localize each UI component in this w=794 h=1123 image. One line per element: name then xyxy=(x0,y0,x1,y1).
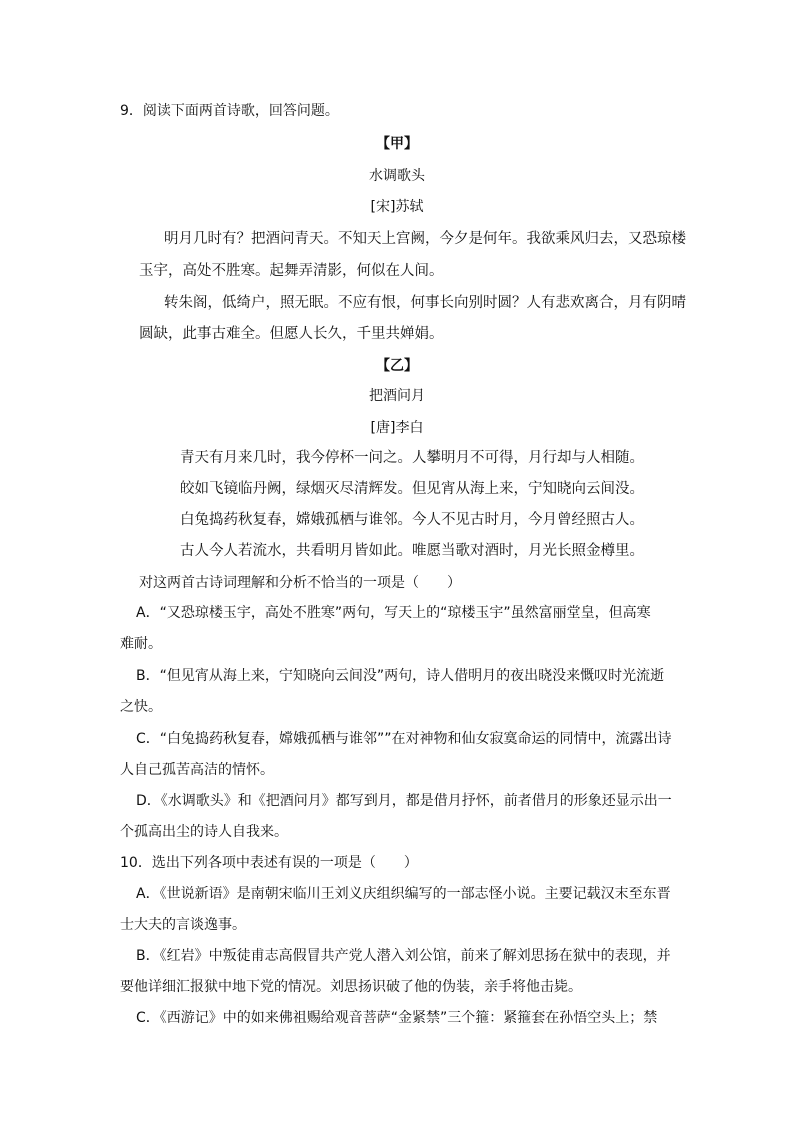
poem-jia-line: 明月几时有？把酒问青天。不知天上宫阙，今夕是何年。我欲乘风归去，又恐琼楼 xyxy=(164,231,686,247)
poem-yi-author: [唐]李白 xyxy=(370,420,424,436)
q10-option-c-line1: C．《西游记》中的如来佛祖赐给观音菩萨“金紧禁”三个箍：紧箍套在孙悟空头上；禁 xyxy=(136,1010,658,1026)
poem-jia-label: 【甲】 xyxy=(376,136,418,152)
poem-jia-line: 转朱阁，低绮户，照无眠。不应有恨，何事长向别时圆？人有悲欢离合，月有阴晴 xyxy=(164,295,686,311)
poem-yi-line: 古人今人若流水，共看明月皆如此。唯愿当歌对酒时，月光长照金樽里。 xyxy=(180,543,644,559)
q10-option-a-line2: 士大夫的言谈逸事。 xyxy=(120,917,246,933)
q10-option-b-line1: B．《红岩》中叛徒甫志高假冒共产党人潜入刘公馆，前来了解刘思扬在狱中的表现，并 xyxy=(136,948,671,964)
option-d-line2: 个孤高出尘的诗人自我来。 xyxy=(120,824,288,840)
q10-option-b-line2: 要他详细汇报狱中地下党的情况。刘思扬识破了他的伪装，亲手将他击毙。 xyxy=(120,979,582,995)
poem-yi-line: 白兔捣药秋复春，嫦娥孤栖与谁邻。今人不见古时月，今月曾经照古人。 xyxy=(180,512,644,528)
poem-jia-author: [宋]苏轼 xyxy=(370,199,424,215)
option-a-line1: A．“又恐琼楼玉宇，高处不胜寒”两句，写天上的“琼楼玉宇”虽然富丽堂皇，但高寒 xyxy=(136,605,651,621)
poem-jia-line: 玉宇，高处不胜寒。起舞弄清影，何似在人间。 xyxy=(139,263,444,279)
option-c-line2: 人自己孤苦高洁的情怀。 xyxy=(120,762,274,778)
question-9-stem: 9．阅读下面两首诗歌，回答问题。 xyxy=(120,103,339,119)
option-b-line2: 之快。 xyxy=(120,699,162,715)
poem-yi-label: 【乙】 xyxy=(376,358,418,374)
option-a-line2: 难耐。 xyxy=(120,636,162,652)
option-c-line1: C．“白兔捣药秋复春，嫦娥孤栖与谁邻””在对神物和仙女寂寞命运的同情中，流露出诗 xyxy=(136,731,672,747)
poem-yi-title: 把酒问月 xyxy=(369,388,425,404)
question-9-prompt: 对这两首古诗词理解和分析不恰当的一项是（ ） xyxy=(139,575,461,591)
poem-yi-line: 皎如飞镜临丹阙，绿烟灭尽清辉发。但见宵从海上来，宁知晓向云间没。 xyxy=(180,481,644,497)
q10-option-a-line1: A．《世说新语》是南朝宋临川王刘义庆组织编写的一部志怪小说。主要记载汉末至东晋 xyxy=(136,886,671,902)
poem-jia-title: 水调歌头 xyxy=(369,168,425,184)
poem-yi-line: 青天有月来几时，我今停杯一问之。人攀明月不可得，月行却与人相随。 xyxy=(180,450,644,466)
poem-jia-line: 圆缺，此事古难全。但愿人长久，千里共婵娟。 xyxy=(139,326,444,342)
option-d-line1: D．《水调歌头》和《把酒问月》都写到月，都是借月抒怀，前者借月的形象还显示出一 xyxy=(136,793,672,809)
option-b-line1: B．“但见宵从海上来，宁知晓向云间没”两句，诗人借明月的夜出晓没来慨叹时光流逝 xyxy=(136,668,665,684)
question-10-stem: 10．选出下列各项中表述有误的一项是（ ） xyxy=(120,855,418,871)
